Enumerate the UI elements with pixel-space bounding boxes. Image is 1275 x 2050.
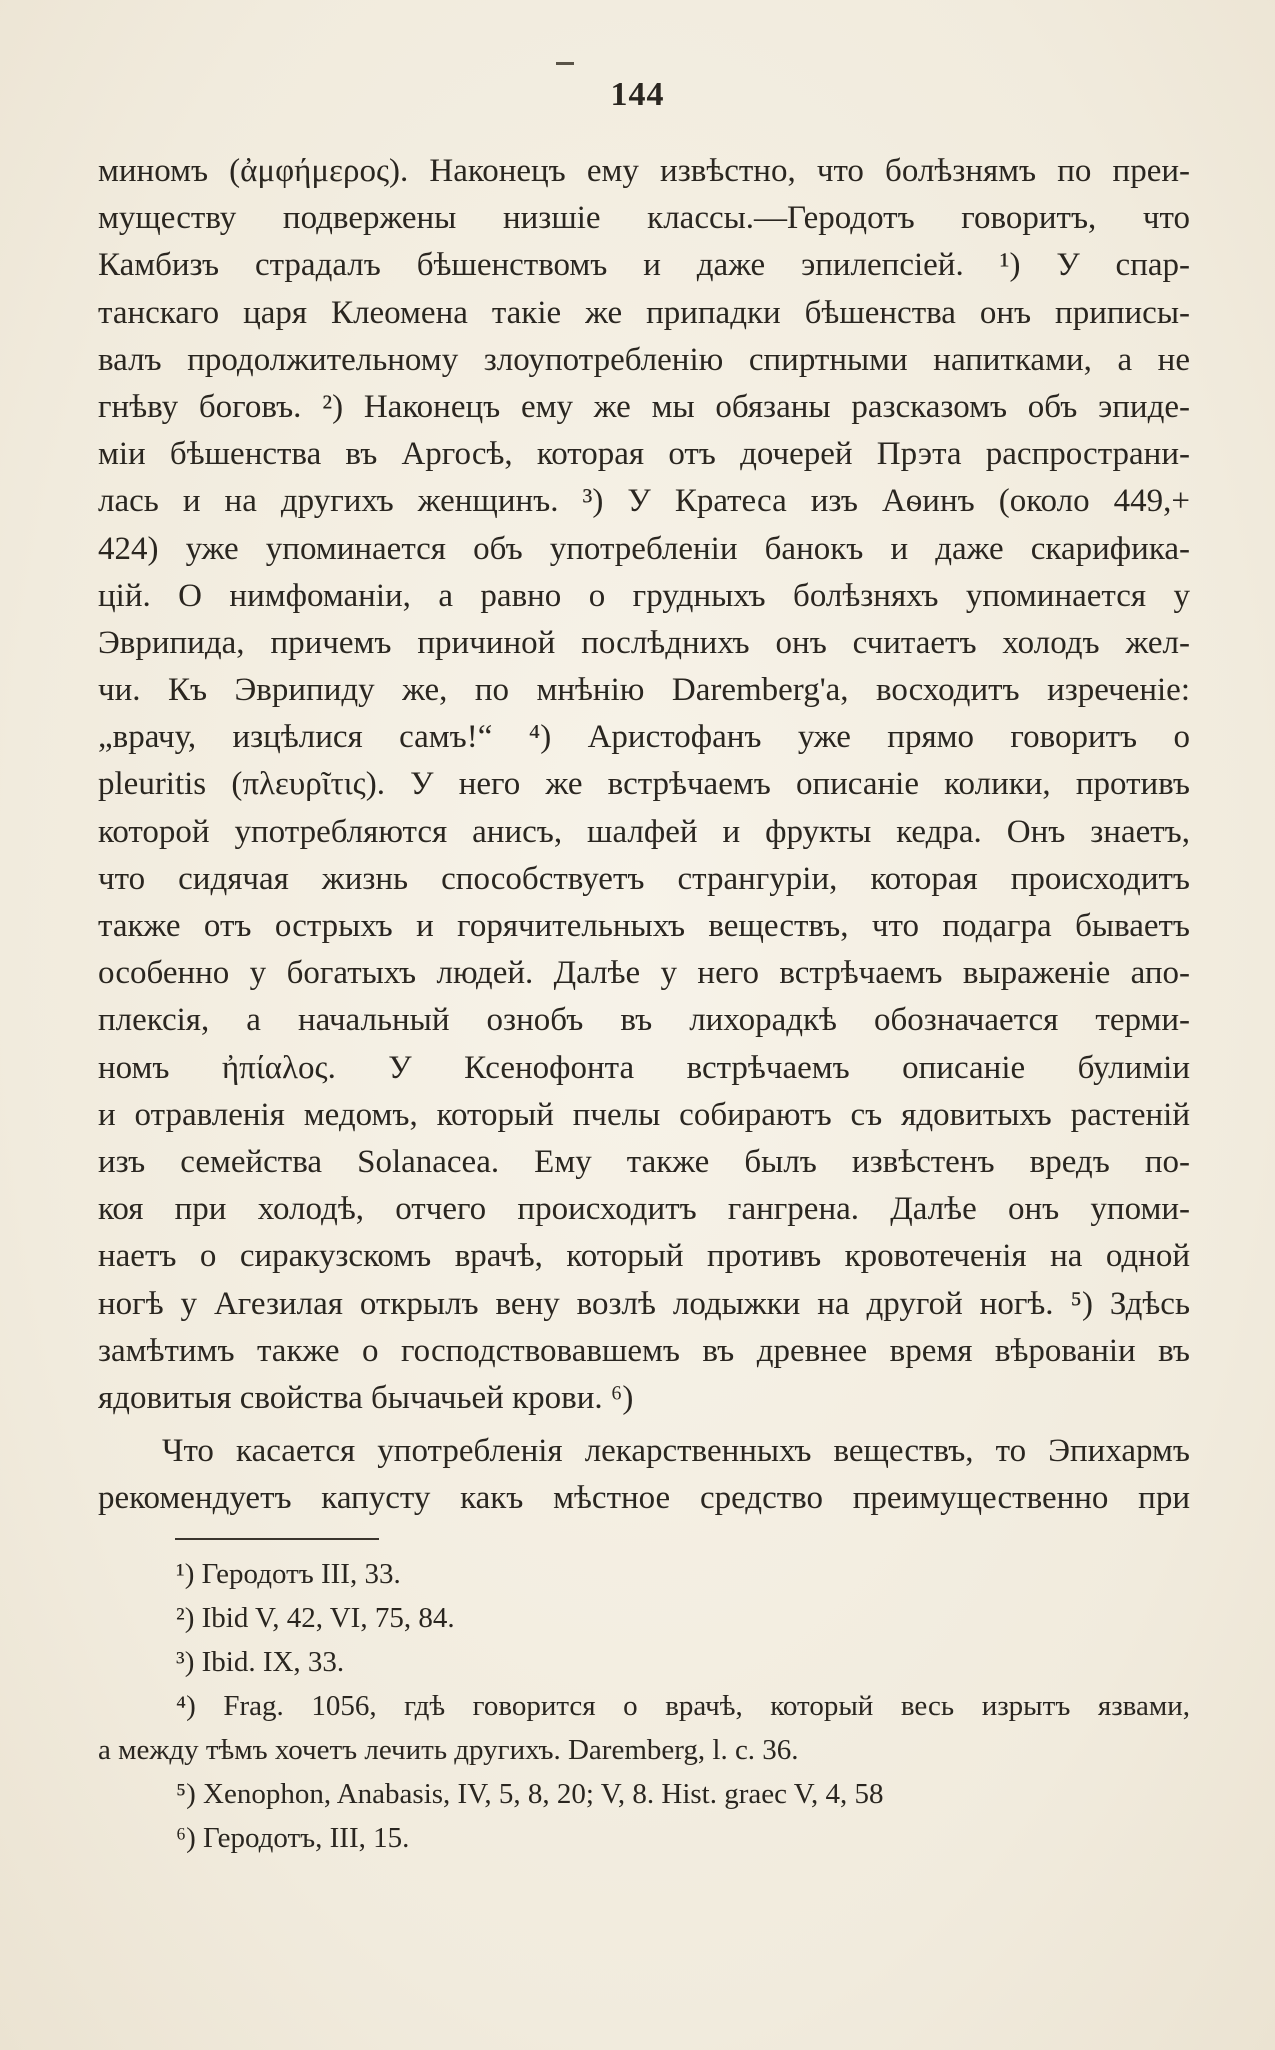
text-line: номъ ἠπίαλος. У Ксенофонта встрѣчаемъ описаніе булиміи [98,1049,1190,1086]
text-line: замѣтимъ также о господствовавшемъ въ древнее время вѣрованіи въ [98,1332,1190,1369]
page-number: 144 [610,76,665,113]
text-line: міи бѣшенства въ Аргосѣ, которая отъ дочерей Прэта распространи- [98,436,1190,473]
text-line: наетъ о сиракузскомъ врачѣ, который противъ кровотеченія на одной [98,1238,1190,1275]
text-line: лась и на другихъ женщинъ. ³) У Кратеса изъ Аѳинъ (около 449,+ [98,483,1190,520]
footnote: ¹) Геродотъ III, 33. [176,1558,401,1590]
text-line: изъ семейства Solanacea. Ему также былъ извѣстенъ вредъ по- [98,1143,1190,1180]
text-line: коя при холодѣ, отчего происходитъ гангрена. Далѣе онъ упоми- [98,1191,1190,1228]
text-line: 424) уже упоминается объ употребленіи банокъ и даже скарифика- [98,530,1190,567]
text-line: ногѣ у Агезилая открылъ вену возлѣ лодыжки на другой ногѣ. ⁵) Здѣсь [98,1285,1190,1322]
text-line: цій. О нимфоманіи, а равно о грудныхъ болѣзняхъ упоминается у [98,577,1190,614]
text-line: плексія, а начальный ознобъ въ лихорадкѣ обозначается терми- [98,1002,1190,1039]
text-line: которой употребляются анисъ, шалфей и фрукты кедра. Онъ знаетъ, [98,813,1190,850]
text-line: и отравленія медомъ, который пчелы собираютъ съ ядовитыхъ растеній [98,1096,1190,1133]
text-line: особенно у богатыхъ людей. Далѣе у него встрѣчаемъ выраженіе апо- [98,955,1190,992]
text-line: ядовитыя свойства бычачьей крови. ⁶) [98,1379,634,1416]
footnote-divider [175,1538,379,1540]
text-line: гнѣву боговъ. ²) Наконецъ ему же мы обязаны разсказомъ объ эпиде- [98,388,1190,425]
text-line: pleuritis (πλευρῖτις). У него же встрѣчаемъ описаніе колики, противъ [98,766,1190,803]
footnote: ³) Ibid. IX, 33. [176,1646,345,1678]
header-dash [556,62,574,65]
footnote: ²) Ibid V, 42, VI, 75, 84. [176,1602,455,1634]
text-line: валъ продолжительному злоупотребленію спиртными напитками, а не [98,341,1190,378]
text-line: что сидячая жизнь способствуетъ странгуріи, которая происходитъ [98,860,1190,897]
text-line: чи. Къ Эврипиду же, по мнѣнію Daremberg'а, восходитъ изреченіе: [98,672,1190,709]
footnote: ⁵) Xenophon, Anabasis, IV, 5, 8, 20; V, 8. Hist. graec V, 4, 58 [176,1778,884,1810]
paragraph-start-line: Что касается употребленія лекарственныхъ веществъ, то Эпихармъ [162,1433,1190,1470]
footnote-continuation: а между тѣмъ хочетъ лечить другихъ. Daremberg, l. c. 36. [98,1734,799,1766]
text-line: миномъ (ἀμφήμερος). Наконецъ ему извѣстно, что болѣзнямъ по преи- [98,153,1190,189]
footnote: ⁴) Frag. 1056, гдѣ говорится о врачѣ, который весь изрытъ язвами, [176,1690,1190,1722]
text-line: муществу подвержены низшіе классы.—Геродотъ говоритъ, что [98,200,1190,237]
text-line: Камбизъ страдалъ бѣшенствомъ и даже эпилепсіей. ¹) У спар- [98,247,1190,284]
main-text [98,148,1190,1522]
text-line: рекомендуетъ капусту какъ мѣстное средство преимущественно при [98,1480,1190,1517]
text-line: танскаго царя Клеомена такіе же припадки бѣшенства онъ приписы- [98,294,1190,331]
text-line: „врачу, изцѣлися самъ!“ ⁴) Аристофанъ уже прямо говоритъ о [98,719,1190,756]
text-line: также отъ острыхъ и горячительныхъ веществъ, что подагра бываетъ [98,908,1190,944]
footnotes [98,1552,1190,1860]
footnote: ⁶) Геродотъ, III, 15. [176,1822,410,1854]
text-line: Эврипида, причемъ причиной послѣднихъ онъ считаетъ холодъ жел- [98,624,1190,661]
